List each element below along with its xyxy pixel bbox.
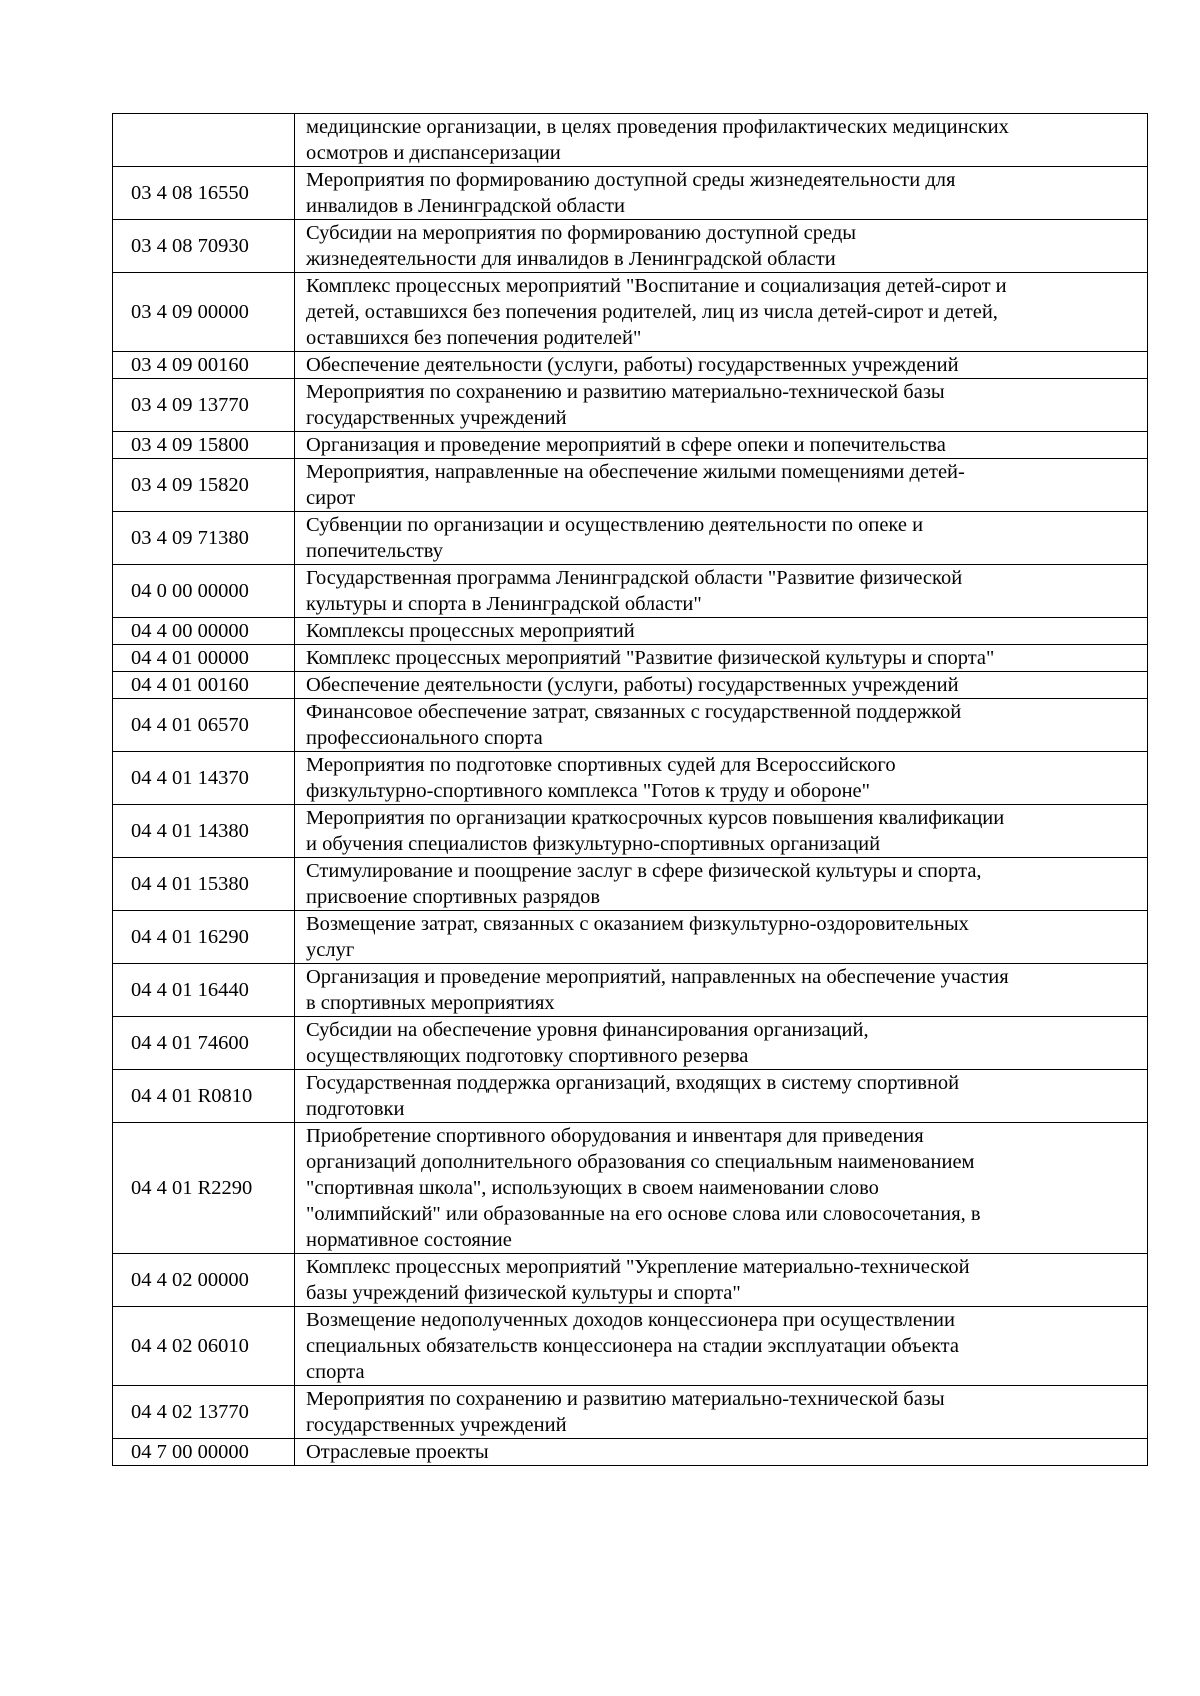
- description-line: Мероприятия по сохранению и развитию материально-технической базы: [306, 1388, 945, 1410]
- description-line: физкультурно-спортивного комплекса "Готов к труду и обороне": [306, 780, 871, 802]
- description-line: попечительству: [306, 540, 443, 562]
- row-code: 04 4 01 14380: [113, 805, 295, 858]
- table-row: [113, 512, 1148, 565]
- budget-codes-table: [112, 113, 1148, 1466]
- row-code: 04 4 01 00000: [113, 645, 295, 672]
- description-line: Субсидии на мероприятия по формированию доступной среды: [306, 222, 857, 244]
- description-line: Комплекс процессных мероприятий "Воспитание и социализация детей-сирот и: [306, 275, 1007, 297]
- row-description: [295, 1017, 1148, 1070]
- row-description: [295, 699, 1148, 752]
- description-line: "спортивная школа", использующих в своем наименовании слово: [306, 1177, 879, 1199]
- description-line: Субсидии на обеспечение уровня финансирования организаций,: [306, 1019, 869, 1041]
- row-description: [295, 805, 1148, 858]
- table-row: [113, 1307, 1148, 1386]
- description-line: профессионального спорта: [306, 727, 543, 749]
- description-line: Отраслевые проекты: [306, 1441, 489, 1463]
- table-row: [113, 911, 1148, 964]
- row-code: 03 4 09 15800: [113, 432, 295, 459]
- table-row: [113, 220, 1148, 273]
- description-line: Мероприятия по формированию доступной среды жизнедеятельности для: [306, 169, 956, 191]
- row-code: 04 4 02 13770: [113, 1386, 295, 1439]
- row-description: [295, 645, 1148, 672]
- row-code: 03 4 09 13770: [113, 379, 295, 432]
- description-line: Обеспечение деятельности (услуги, работы) государственных учреждений: [306, 354, 959, 376]
- description-line: жизнедеятельности для инвалидов в Ленинградской области: [306, 248, 836, 270]
- row-code: 04 4 01 06570: [113, 699, 295, 752]
- row-description: [295, 1123, 1148, 1254]
- description-line: "олимпийский" или образованные на его основе слова или словосочетания, в: [306, 1203, 981, 1225]
- table-row: [113, 167, 1148, 220]
- row-description: [295, 1439, 1148, 1466]
- description-line: Субвенции по организации и осуществлению деятельности по опеке и: [306, 514, 924, 536]
- row-description: [295, 964, 1148, 1017]
- description-line: Комплексы процессных мероприятий: [306, 620, 635, 642]
- row-description: [295, 352, 1148, 379]
- description-line: медицинские организации, в целях проведения профилактических медицинских: [306, 116, 1009, 138]
- table-row: [113, 1017, 1148, 1070]
- table-row: [113, 565, 1148, 618]
- row-code: 04 4 01 74600: [113, 1017, 295, 1070]
- table-row: [113, 1123, 1148, 1254]
- description-line: осуществляющих подготовку спортивного резерва: [306, 1045, 749, 1067]
- row-description: [295, 379, 1148, 432]
- table-row: [113, 858, 1148, 911]
- row-description: [295, 114, 1148, 167]
- table-row: [113, 352, 1148, 379]
- row-description: [295, 459, 1148, 512]
- row-description: [295, 858, 1148, 911]
- row-code: 04 4 01 15380: [113, 858, 295, 911]
- table-row: [113, 645, 1148, 672]
- description-line: Мероприятия по организации краткосрочных курсов повышения квалификации: [306, 807, 1005, 829]
- table-row: [113, 672, 1148, 699]
- row-code: 04 4 02 06010: [113, 1307, 295, 1386]
- table-row: [113, 805, 1148, 858]
- description-line: оставшихся без попечения родителей": [306, 327, 642, 349]
- row-code: 04 4 01 R0810: [113, 1070, 295, 1123]
- description-line: организаций дополнительного образования со специальным наименованием: [306, 1151, 975, 1173]
- description-line: и обучения специалистов физкультурно-спортивных организаций: [306, 833, 881, 855]
- table-row: [113, 1386, 1148, 1439]
- description-line: Комплекс процессных мероприятий "Укрепление материально-технической: [306, 1256, 970, 1278]
- row-code: 04 4 01 16440: [113, 964, 295, 1017]
- row-code: 04 4 01 00160: [113, 672, 295, 699]
- row-description: [295, 1386, 1148, 1439]
- description-line: подготовки: [306, 1098, 405, 1120]
- row-code: 04 4 01 14370: [113, 752, 295, 805]
- description-line: Мероприятия, направленные на обеспечение жилыми помещениями детей-: [306, 461, 965, 483]
- table-row: [113, 459, 1148, 512]
- table-row: [113, 1070, 1148, 1123]
- row-description: [295, 167, 1148, 220]
- row-code: 04 4 02 00000: [113, 1254, 295, 1307]
- description-line: базы учреждений физической культуры и спорта": [306, 1282, 741, 1304]
- row-description: [295, 220, 1148, 273]
- row-description: [295, 1070, 1148, 1123]
- row-description: [295, 432, 1148, 459]
- row-code: 04 4 01 R2290: [113, 1123, 295, 1254]
- description-line: спорта: [306, 1361, 365, 1383]
- table-row: [113, 379, 1148, 432]
- table-row: [113, 114, 1148, 167]
- row-code: 03 4 08 16550: [113, 167, 295, 220]
- row-code: 04 4 01 16290: [113, 911, 295, 964]
- table-row: [113, 273, 1148, 352]
- description-line: Финансовое обеспечение затрат, связанных с государственной поддержкой: [306, 701, 962, 723]
- description-line: культуры и спорта в Ленинградской области": [306, 593, 702, 615]
- description-line: специальных обязательств концессионера на стадии эксплуатации объекта: [306, 1335, 959, 1357]
- table-body: [113, 114, 1148, 1466]
- description-line: присвоение спортивных разрядов: [306, 886, 601, 908]
- row-code: 03 4 09 71380: [113, 512, 295, 565]
- row-code: [113, 114, 295, 167]
- row-code: 04 7 00 00000: [113, 1439, 295, 1466]
- description-line: Приобретение спортивного оборудования и инвентаря для приведения: [306, 1125, 924, 1147]
- row-code: 04 4 00 00000: [113, 618, 295, 645]
- row-description: [295, 752, 1148, 805]
- description-line: Стимулирование и поощрение заслуг в сфере физической культуры и спорта,: [306, 860, 982, 882]
- description-line: Возмещение затрат, связанных с оказанием физкультурно-оздоровительных: [306, 913, 969, 935]
- table-row: [113, 1254, 1148, 1307]
- table-row: [113, 964, 1148, 1017]
- description-line: осмотров и диспансеризации: [306, 142, 561, 164]
- table-row: [113, 1439, 1148, 1466]
- row-code: 04 0 00 00000: [113, 565, 295, 618]
- row-description: [295, 618, 1148, 645]
- description-line: Организация и проведение мероприятий, направленных на обеспечение участия: [306, 966, 1009, 988]
- description-line: нормативное состояние: [306, 1229, 512, 1251]
- description-line: Возмещение недополученных доходов концессионера при осуществлении: [306, 1309, 955, 1331]
- row-code: 03 4 09 00160: [113, 352, 295, 379]
- description-line: сирот: [306, 487, 356, 509]
- row-code: 03 4 08 70930: [113, 220, 295, 273]
- row-description: [295, 565, 1148, 618]
- row-description: [295, 672, 1148, 699]
- description-line: государственных учреждений: [306, 407, 567, 429]
- description-line: Обеспечение деятельности (услуги, работы) государственных учреждений: [306, 674, 959, 696]
- description-line: Комплекс процессных мероприятий "Развитие физической культуры и спорта": [306, 647, 995, 669]
- description-line: Организация и проведение мероприятий в сфере опеки и попечительства: [306, 434, 946, 456]
- description-line: в спортивных мероприятиях: [306, 992, 555, 1014]
- table-row: [113, 432, 1148, 459]
- row-code: 03 4 09 15820: [113, 459, 295, 512]
- description-line: государственных учреждений: [306, 1414, 567, 1436]
- description-line: Государственная поддержка организаций, входящих в систему спортивной: [306, 1072, 960, 1094]
- table-row: [113, 699, 1148, 752]
- row-description: [295, 1307, 1148, 1386]
- description-line: Государственная программа Ленинградской области "Развитие физической: [306, 567, 963, 589]
- table-row: [113, 618, 1148, 645]
- description-line: Мероприятия по подготовке спортивных судей для Всероссийского: [306, 754, 896, 776]
- row-description: [295, 911, 1148, 964]
- row-description: [295, 512, 1148, 565]
- description-line: Мероприятия по сохранению и развитию материально-технической базы: [306, 381, 945, 403]
- description-line: инвалидов в Ленинградской области: [306, 195, 625, 217]
- row-description: [295, 273, 1148, 352]
- row-description: [295, 1254, 1148, 1307]
- description-line: услуг: [306, 939, 355, 961]
- description-line: детей, оставшихся без попечения родителей, лиц из числа детей-сирот и детей,: [306, 301, 998, 323]
- table-row: [113, 752, 1148, 805]
- row-code: 03 4 09 00000: [113, 273, 295, 352]
